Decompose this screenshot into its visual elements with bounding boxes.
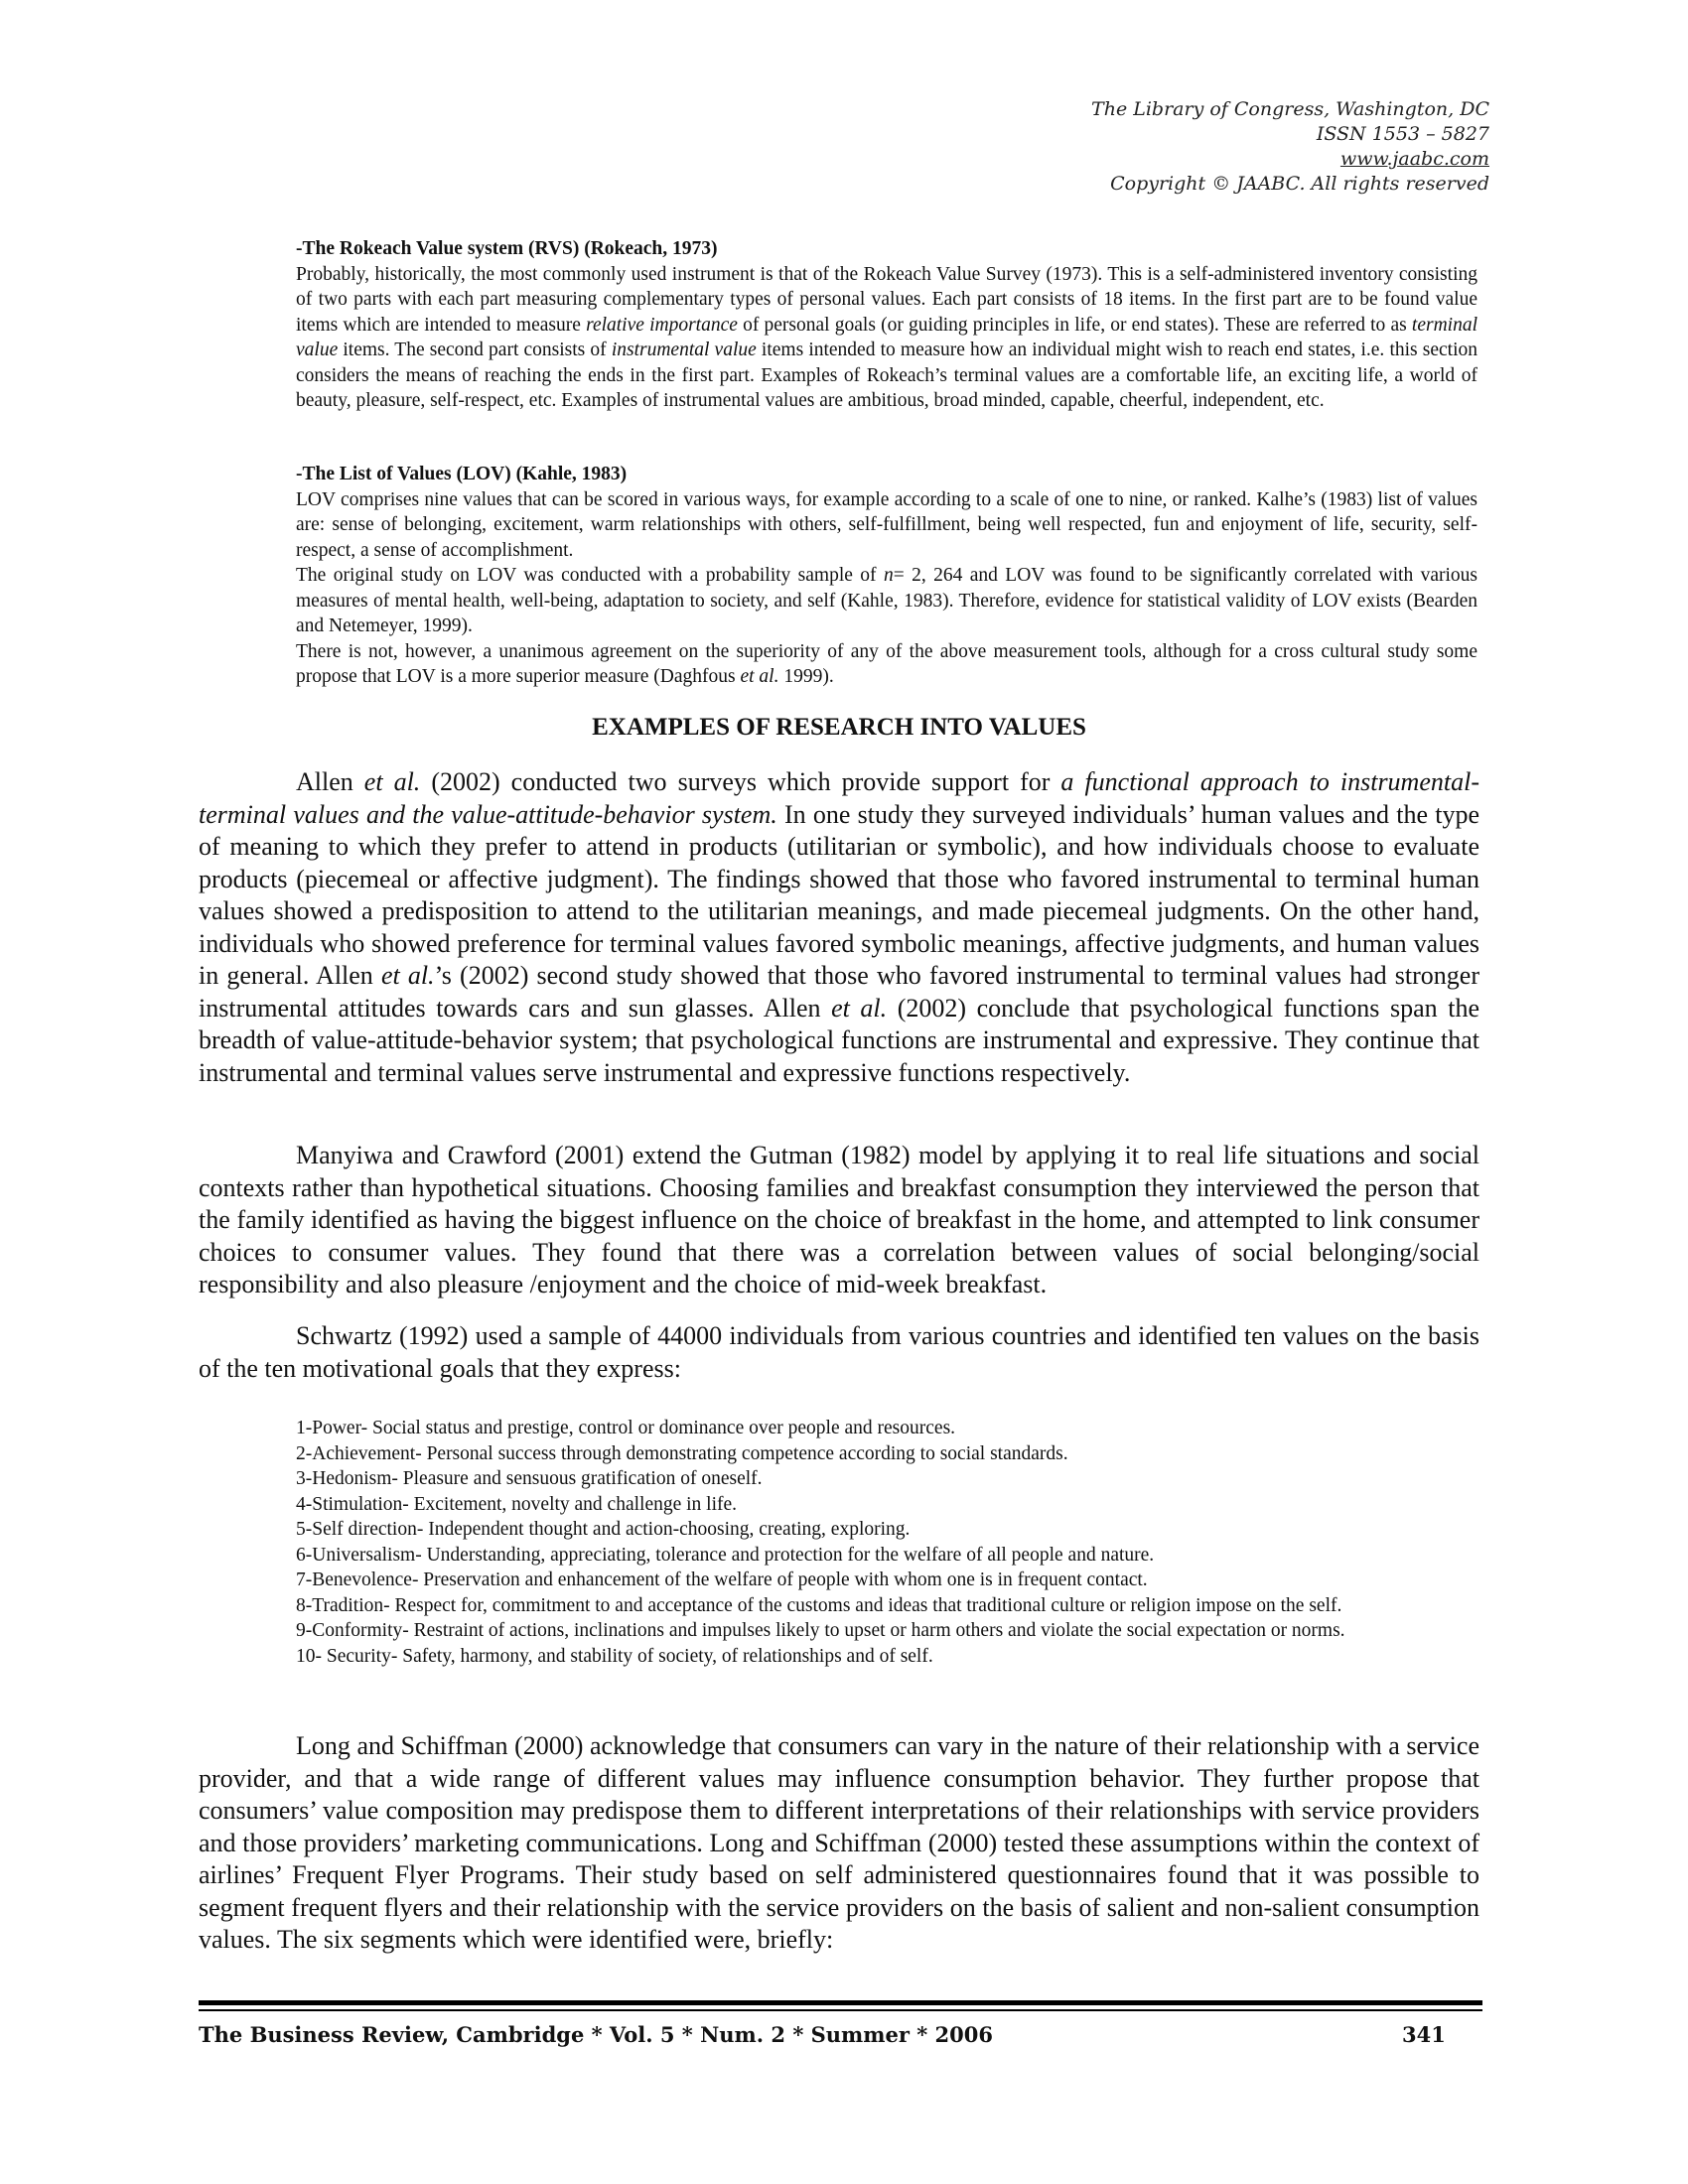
lov-p2-n: n (883, 565, 894, 586)
manyiwa-paragraph-block (199, 1140, 1479, 1301)
rvs-text-4: items intended to measure how an individual might wish to reach end states, i.e. this section considers the means of reaching the ends in the first part. Examples of Rokeach’s terminal values are a comfortable life, an exciting life, a world of beauty, pleasure, self-respect, etc. Examples of instrumental values are ambitious, broad minded, capable, cheerful, independent, etc. (296, 340, 1477, 411)
schwartz-paragraph: Schwartz (1992) used a sample of 44000 individuals from various countries and identified ten values on the basis of the ten motivational goals that they express: (199, 1321, 1479, 1383)
header-issn: ISSN 1553 – 5827 (1316, 123, 1489, 145)
allen-text-2: (2002) conducted two surveys which provide support for (420, 767, 1061, 796)
values-list (296, 1416, 1479, 1669)
lov-section (296, 462, 1477, 690)
header-website-link[interactable]: www.jaabc.com (1339, 148, 1489, 170)
lov-heading: -The List of Values (LOV) (Kahle, 1983) (296, 464, 628, 484)
footer-rule-thick (199, 2000, 1482, 2005)
allen-paragraph (199, 766, 1479, 1089)
lov-p2-text-1: The original study on LOV was conducted with a probability sample of (296, 565, 884, 586)
list-item: 1-Power- Social status and prestige, control or dominance over people and resources. (296, 1418, 956, 1438)
lov-p3-text-2: 1999). (778, 666, 834, 687)
allen-paragraph-block (199, 766, 1479, 1089)
list-item: 10- Security- Safety, harmony, and stability of society, of relationships and of self. (296, 1645, 933, 1667)
rvs-text-1: Probably, historically, the most commonly used instrument is that of the Rokeach Value Survey (1973). This is a self-administered inventory consisting of two parts with each part measuring complementary types of personal values. Each part consists of 18 items. In the first part are to be found value items which are intended to measure (296, 263, 1477, 336)
manyiwa-paragraph: Manyiwa and Crawford (2001) extend the Gutman (1982) model by applying it to real life situations and social contexts rather than hypothetical situations. Choosing families and breakfast consumption they interviewed the person that the family identified as having the biggest influence on the choice of breakfast in the home, and attempted to link consumer choices to consumer values. They found that there was a correlation between values of social belonging/social responsibility and also pleasure /enjoyment and the choice of mid-week breakfast. (199, 1141, 1479, 1298)
journal-header (1091, 97, 1489, 197)
allen-text-3: In one study they surveyed individuals’ human values and the type of meaning to which they prefer to attend in products (utilitarian or symbolic), and how individuals choose to evaluate products (piecemeal or affective judgment). The findings showed that those who favored instrumental to terminal human values showed a predisposition to attend to the utilitarian meanings, and made piecemeal judgments. On the other hand, individuals who showed preference for terminal values favored symbolic meanings, affective judgments, and human values in general. Allen (199, 799, 1479, 990)
allen-text-4: ’s (2002) second study showed that those who favored instrumental to terminal values had stronger instrumental attitudes towards cars and sun glasses. Allen (199, 961, 1479, 1023)
page-number: 341 (1402, 2022, 1446, 2047)
list-item: 3-Hedonism- Pleasure and sensuous gratification of oneself. (296, 1468, 763, 1489)
footer-rule-thin (199, 2009, 1482, 2011)
lov-p2-text-2: = 2, 264 and LOV was found to be significantly correlated with various measures of mental health, well-being, adaptation to society, and self (Kahle, 1983). Therefore, evidence for statistical validity of LOV exists (Bearden and Netemeyer, 1999). (296, 565, 1478, 636)
rvs-emphasis-1: relative importance (586, 314, 738, 336)
list-item: 6-Universalism- Understanding, appreciating, tolerance and protection for the welfare of all people and nature. (296, 1544, 1155, 1566)
allen-emphasis-4: et al. (831, 993, 888, 1023)
header-copyright: Copyright © JAABC. All rights reserved (1110, 173, 1489, 195)
rvs-section (296, 236, 1477, 414)
rvs-heading: -The Rokeach Value system (RVS) (Rokeach, 1973) (296, 238, 718, 259)
lov-paragraph-1: LOV comprises nine values that can be scored in various ways, for example according to a scale of one to nine, or ranked. Kalhe’s (1983) list of values are: sense of belonging, excitement, warm relationships with others, self-fulfillment, being well respected, fun and enjoyment of life, security, self- respect, a sense of accomplishment. (296, 488, 1477, 561)
list-item: 8-Tradition- Respect for, commitment to and acceptance of the customs and ideas that traditional culture or religion impose on the self. (296, 1594, 1342, 1616)
rvs-emphasis-2: terminal value (296, 314, 1478, 360)
allen-emphasis-1: et al. (363, 767, 421, 796)
lov-p3-text-1: There is not, however, a unanimous agreement on the superiority of any of the above measurement tools, although for a cross cultural study some propose that LOV is a more superior measure (Daghfous (296, 640, 1477, 687)
allen-text-5: (2002) conclude that psychological functions span the breadth of value-attitude-behavior system; that psychological functions are instrumental and expressive. They continue that instrumental and terminal values serve instrumental and expressive functions respectively. (199, 993, 1479, 1087)
rvs-paragraph (296, 262, 1477, 414)
allen-emphasis-3: et al. (380, 961, 435, 990)
list-item: 2-Achievement- Personal success through demonstrating competence according to social standards. (296, 1442, 1068, 1464)
header-library: The Library of Congress, Washington, DC (1091, 98, 1489, 120)
long-paragraph: Long and Schiffman (2000) acknowledge that consumers can vary in the nature of their relationship with a service provider, and that a wide range of different values may influence consumption behavior. They further propose that consumers’ value composition may predispose them to different interpretations of their relationships with service providers and those providers’ marketing communications. Long and Schiffman (2000) tested these assumptions within the context of airlines’ Frequent Flyer Programs. Their study based on self administered questionnaires found that it was possible to segment frequent flyers and their relationship with the service providers on the basis of salient and non-salient consumption values. The six segments which were identified were, briefly: (199, 1731, 1479, 1954)
list-item: 7-Benevolence- Preservation and enhancement of the welfare of people with whom one is in frequent contact. (296, 1570, 1148, 1590)
allen-emphasis-2: a functional approach to instrumental- terminal values and the value-attitude-behavior system. (199, 767, 1479, 829)
rvs-text-3: items. The second part consists of (338, 340, 612, 360)
rvs-emphasis-3: instrumental value (611, 340, 757, 360)
allen-text-1: Allen (296, 767, 364, 796)
list-item: 9-Conformity- Restraint of actions, inclinations and impulses likely to upset or harm others and violate the social expectation or norms. (296, 1620, 1345, 1641)
long-paragraph-block (199, 1730, 1479, 1957)
schwartz-paragraph-block (199, 1320, 1479, 1385)
lov-p3-emphasis: et al. (740, 666, 779, 687)
section-title: EXAMPLES OF RESEARCH INTO VALUES (592, 714, 1086, 741)
footer-journal: The Business Review, Cambridge * Vol. 5 * Num. 2 * Summer * 2006 (199, 2022, 993, 2047)
lov-paragraph-2 (296, 563, 1477, 639)
list-item: 5-Self direction- Independent thought and action-choosing, creating, exploring. (296, 1519, 911, 1540)
rvs-text-2: of personal goals (or guiding principles in life, or end states). These are referred to as (737, 314, 1412, 336)
lov-paragraph-3 (296, 639, 1477, 690)
list-item: 4-Stimulation- Excitement, novelty and challenge in life. (296, 1493, 738, 1515)
